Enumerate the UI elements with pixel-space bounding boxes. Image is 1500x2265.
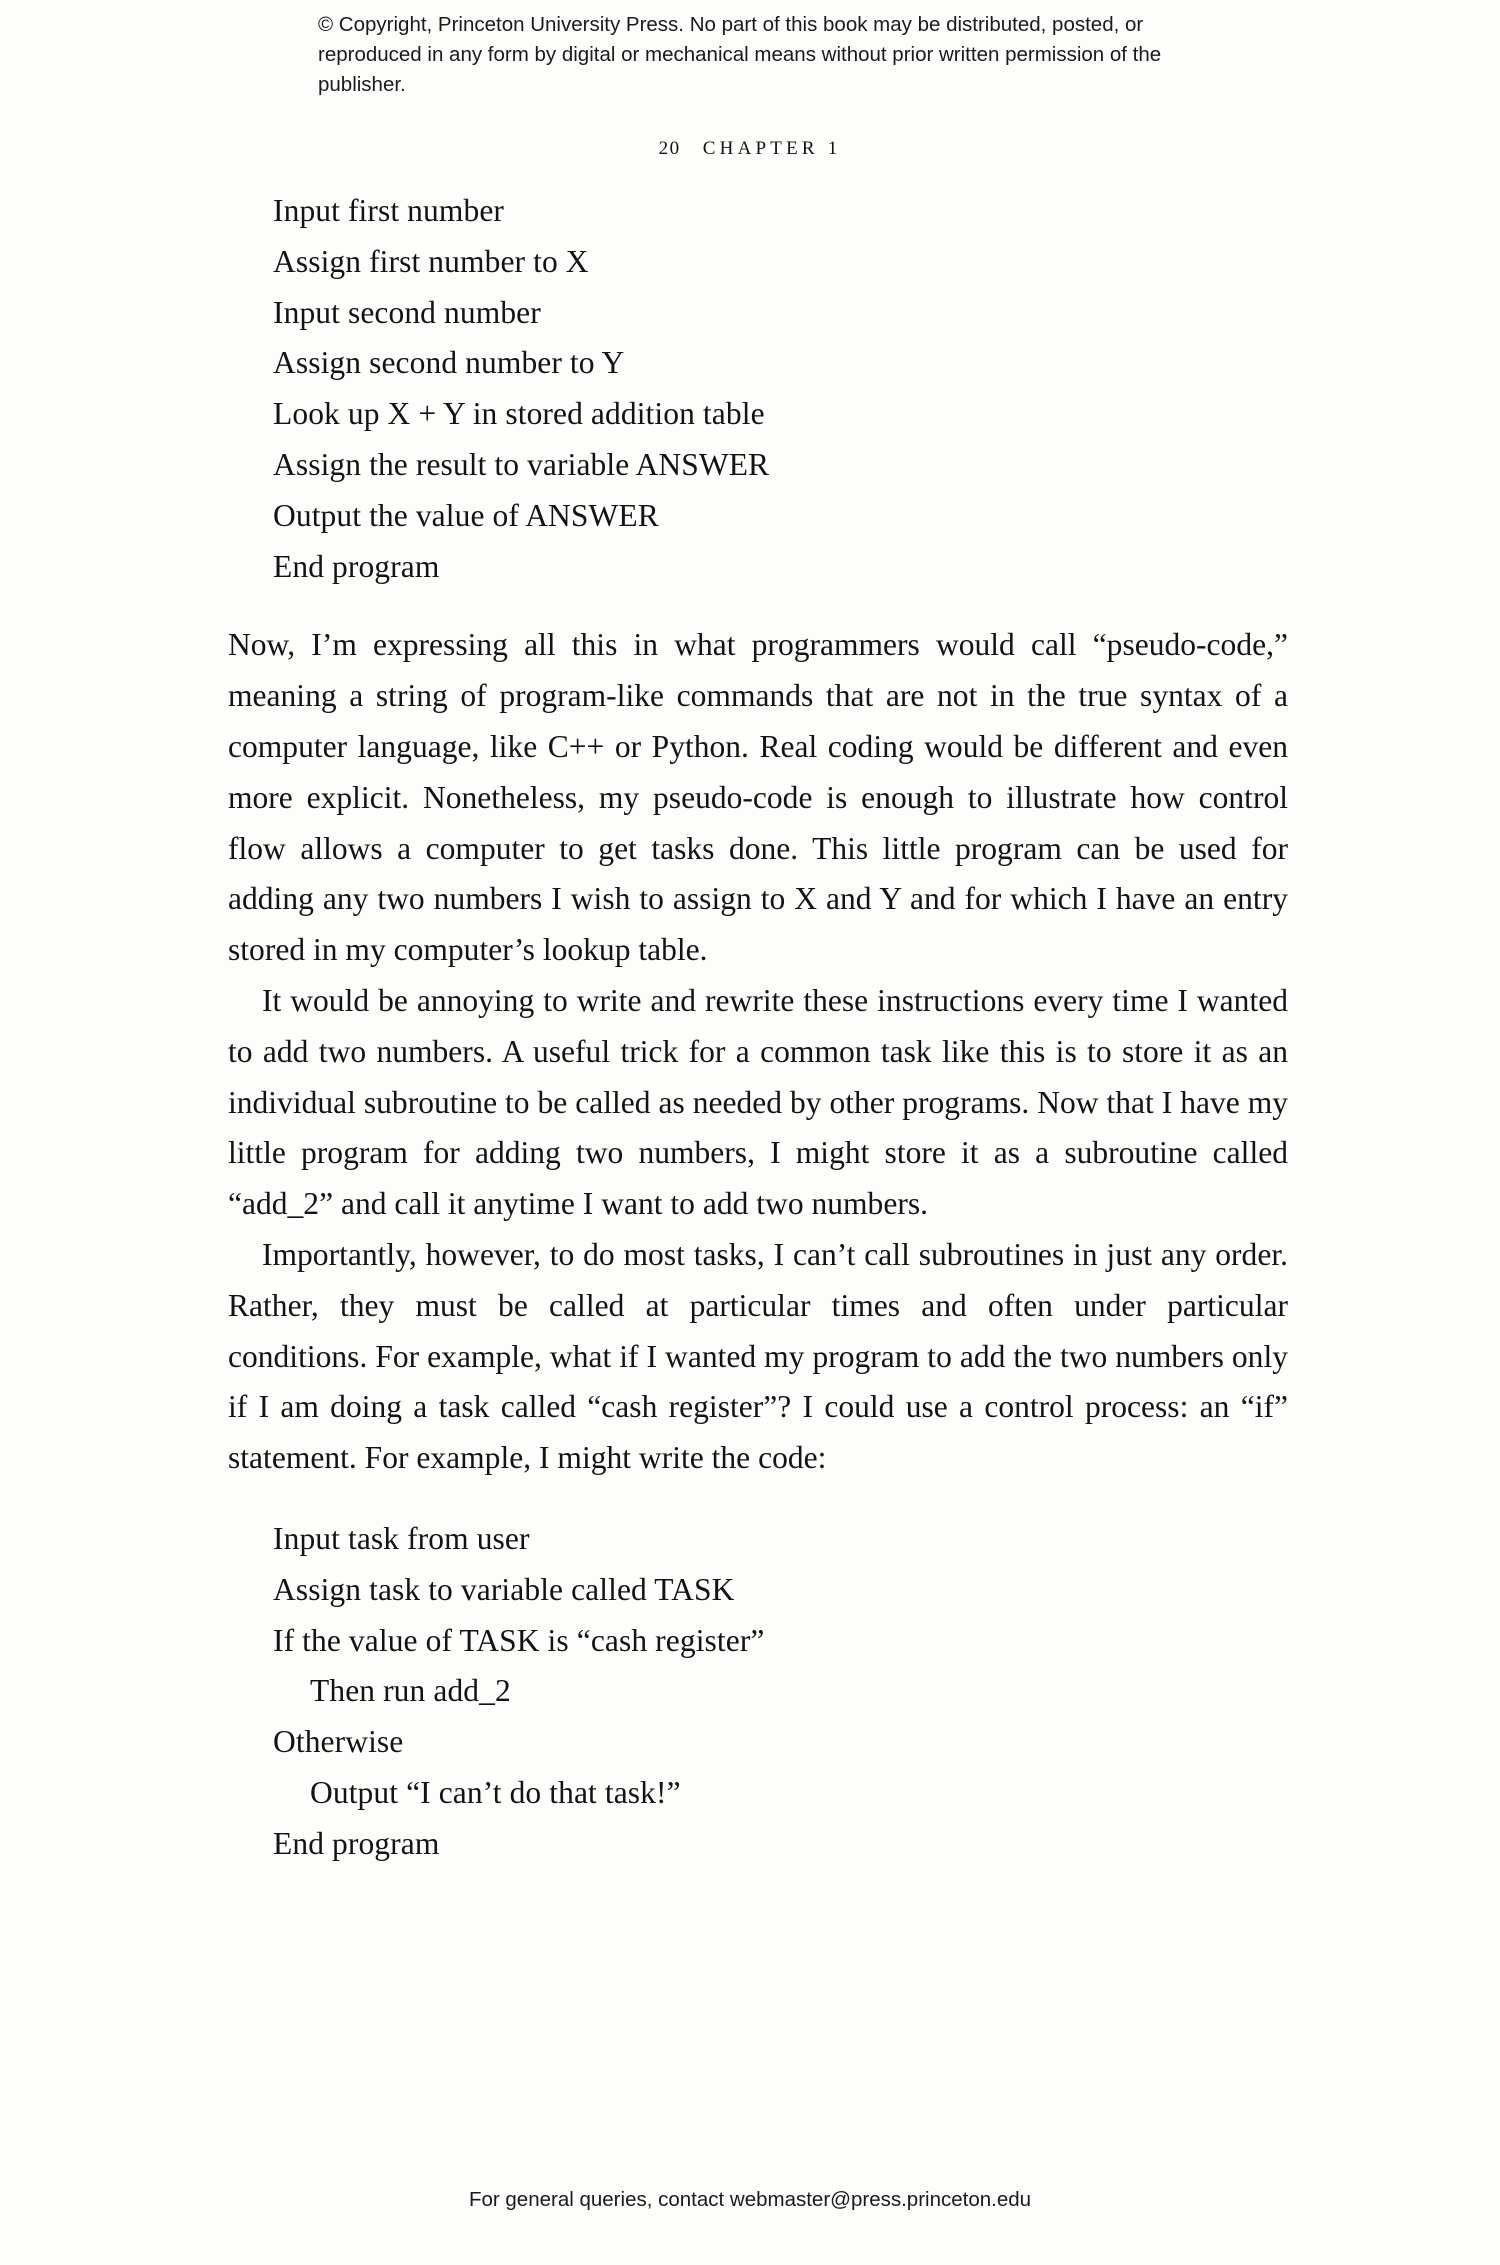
code-line: Assign task to variable called TASK: [273, 1571, 735, 1607]
code-line: Then run add_2: [310, 1673, 511, 1709]
spacer: [228, 1484, 1288, 1514]
chapter-label: CHAPTER 1: [702, 138, 842, 159]
page-folio: 20: [658, 138, 681, 159]
spacer: [228, 592, 1288, 620]
code-line: Assign the result to variable ANSWER: [273, 446, 770, 482]
pseudocode-block-2: [228, 1514, 1288, 1870]
code-line: Input task from user: [273, 1520, 530, 1556]
running-head: [0, 138, 1500, 160]
code-line: Look up X + Y in stored addition table: [273, 396, 765, 432]
code-line: Assign first number to X: [273, 243, 589, 279]
code-line: Output “I can’t do that task!”: [310, 1774, 681, 1810]
paragraph-pseudocode-explanation: Now, I’m expressing all this in what programmers would call “pseudo-code,” meaning a string of program-like commands that are not in the true syntax of a computer language, like C++ or Python. Real coding would be different and even more explicit. Nonetheless, my pseudo-code is enough to illustrate how control flow allows a computer to get tasks done. This little program can be used for adding any two numbers I wish to assign to X and Y and for which I have an entry stored in my computer’s lookup table.: [228, 627, 1288, 968]
text-block: [228, 186, 1288, 1870]
paragraph-control-flow: Importantly, however, to do most tasks, I can’t call subroutines in just any order. Rather, they must be called at particular times and often under particular conditions. For example, what if I wanted my program to add the two numbers only if I am doing a task called “cash register”? I could use a control process: an “if” statement. For example, I might write the code:: [228, 1236, 1288, 1476]
code-line: End program: [273, 548, 440, 584]
code-line: Input second number: [273, 294, 541, 330]
code-line: Otherwise: [273, 1724, 404, 1760]
pseudocode-block-1: [228, 186, 1288, 592]
copyright-notice: © Copyright, Princeton University Press. No part of this book may be distributed, posted, or reproduced in any form by digital or mechanical means without prior written permission of the publisher.: [318, 13, 1162, 96]
code-line: If the value of TASK is “cash register”: [273, 1622, 765, 1658]
code-line: Assign second number to Y: [273, 345, 625, 381]
code-line: End program: [273, 1825, 440, 1861]
footer-queries-notice: For general queries, contact webmaster@press.princeton.edu: [468, 2188, 1032, 2211]
paragraph-subroutine: It would be annoying to write and rewrite these instructions every time I wanted to add two numbers. A useful trick for a common task like this is to store it as an individual subroutine to be called as needed by other programs. Now that I have my little program for adding two numbers, I might store it as a subroutine called “add_2” and call it anytime I want to add two numbers.: [228, 982, 1288, 1222]
code-line: Output the value of ANSWER: [273, 497, 659, 533]
code-line: Input first number: [273, 193, 505, 228]
